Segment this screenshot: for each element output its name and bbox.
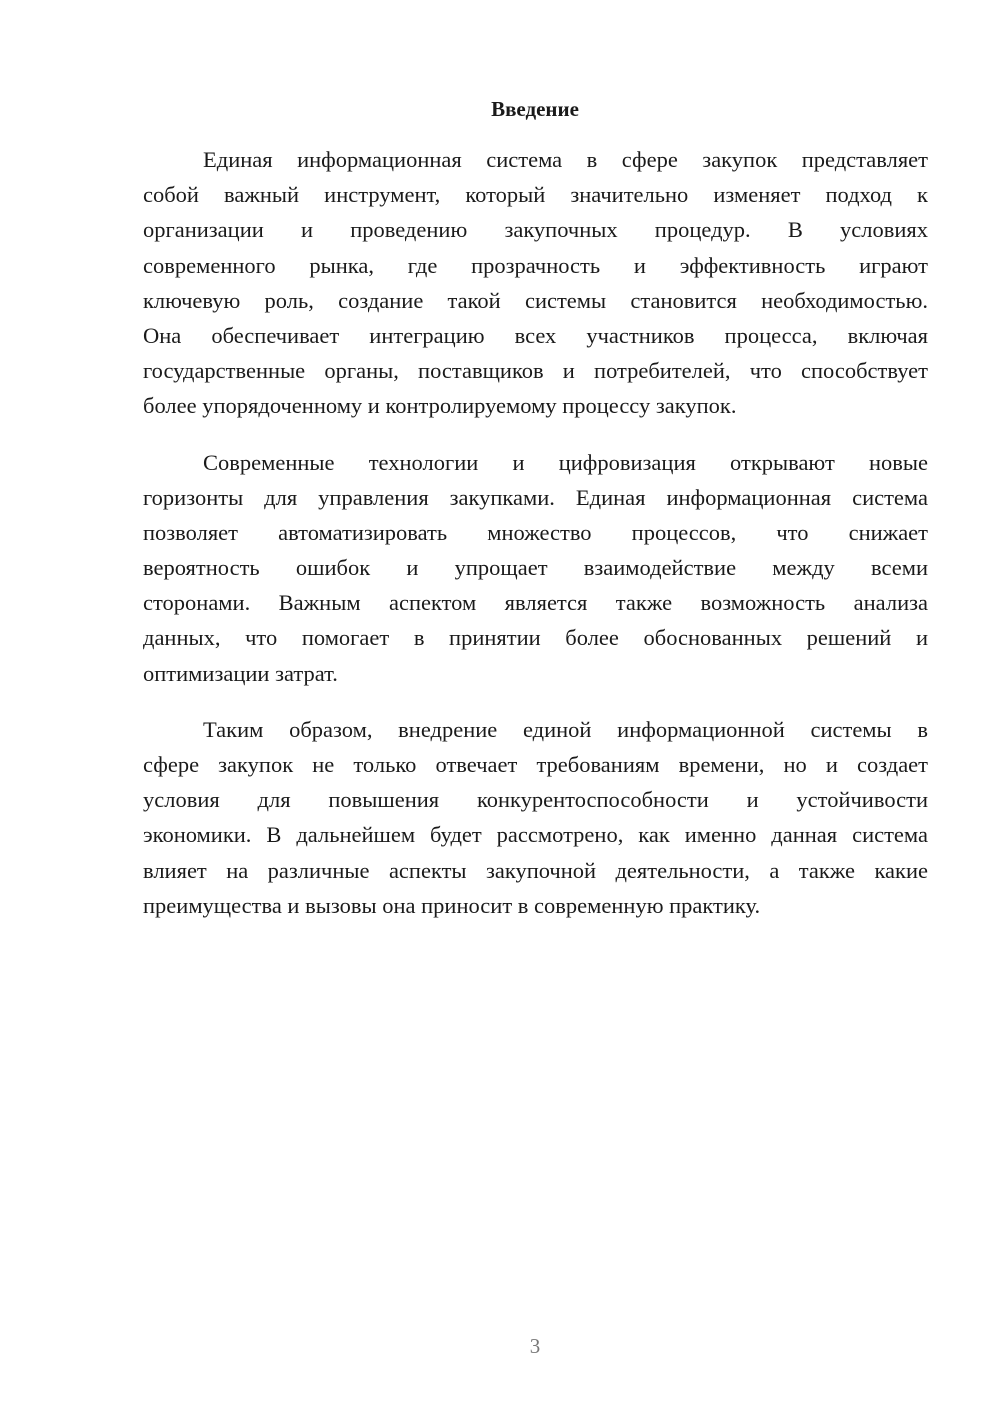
text-line: Современные технологии и цифровизация открывают новые [203, 449, 928, 475]
paragraph [143, 712, 928, 923]
text-line: позволяет автоматизировать множество процессов, что снижает [143, 519, 928, 545]
text-line: государственные органы, поставщиков и потребителей, что способствует [143, 358, 928, 384]
text-line: Она обеспечивает интеграцию всех участников процесса, включая [143, 322, 928, 348]
text-line: данных, что помогает в принятии более обоснованных решений и [143, 625, 928, 651]
text-line: организации и проведению закупочных процедур. В условиях [143, 217, 928, 243]
text-line: сфере закупок не только отвечает требованиям времени, но и создает [143, 752, 928, 777]
text-line: ключевую роль, создание такой системы становится необходимостью. [143, 287, 928, 313]
text-line: современного рынка, где прозрачность и эффективность играют [143, 252, 928, 278]
document-body [143, 142, 928, 944]
text-line: Единая информационная система в сфере закупок представляет [203, 147, 928, 172]
text-line: Таким образом, внедрение единой информационной системы в [203, 716, 928, 742]
text-line: сторонами. Важным аспектом является также возможность анализа [143, 590, 928, 616]
text-line: экономики. В дальнейшем будет рассмотрено, как именно данная система [143, 822, 928, 848]
text-line: вероятность ошибок и упрощает взаимодействие между всеми [143, 555, 928, 581]
text-line: условия для повышения конкурентоспособности и устойчивости [143, 787, 928, 813]
paragraph [143, 142, 928, 424]
text-line: преимущества и вызовы она приносит в современную практику. [143, 892, 761, 918]
text-line: оптимизации затрат. [143, 660, 338, 686]
text-line: горизонты для управления закупками. Единая информационная система [143, 484, 928, 510]
paragraph [143, 445, 928, 691]
page-number: 3 [529, 1334, 541, 1358]
text-line: более упорядоченному и контролируемому процессу закупок. [143, 393, 737, 419]
page-title: Введение [491, 97, 579, 121]
text-line: собой важный инструмент, который значительно изменяет подход к [143, 182, 928, 208]
text-line: влияет на различные аспекты закупочной деятельности, а также какие [143, 857, 928, 883]
